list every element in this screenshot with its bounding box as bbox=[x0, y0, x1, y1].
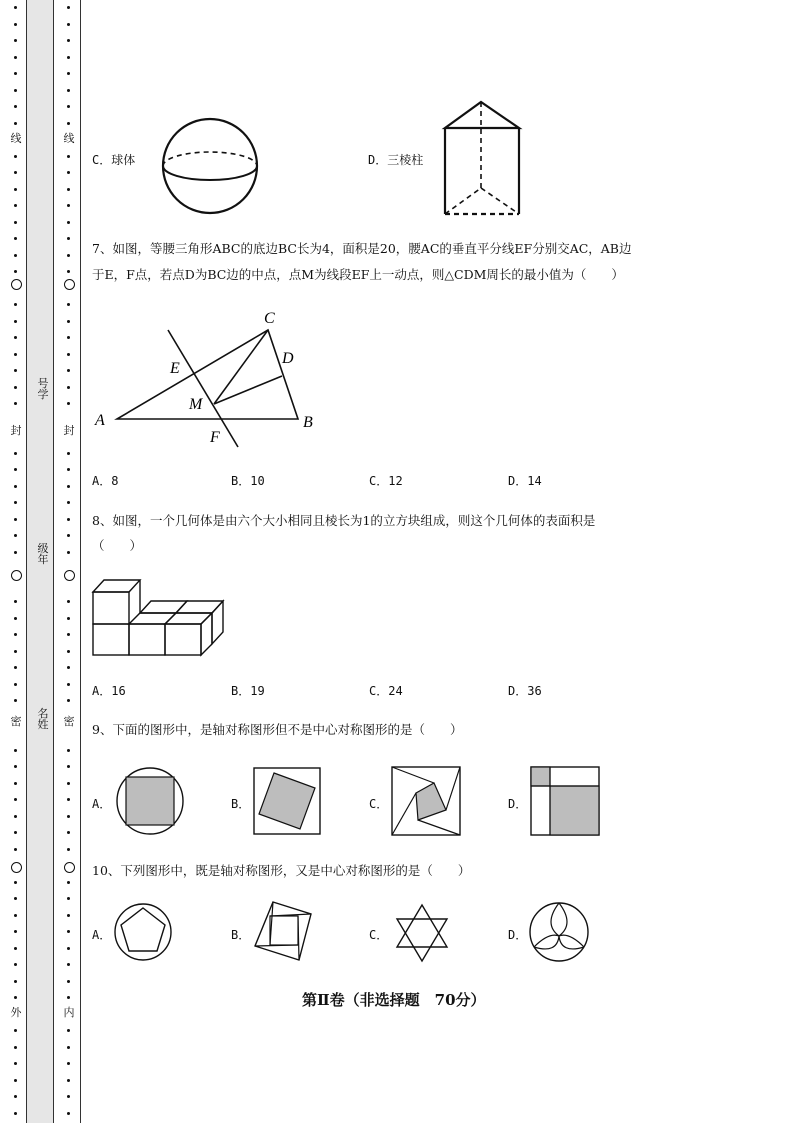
dot bbox=[14, 765, 17, 768]
dot bbox=[14, 1095, 17, 1098]
dot bbox=[67, 1046, 70, 1049]
outer-char-xian: 线 bbox=[10, 132, 22, 145]
q6-option-c: C．球体 bbox=[92, 153, 136, 167]
dot bbox=[67, 1095, 70, 1098]
dot bbox=[14, 303, 17, 306]
dot bbox=[14, 485, 17, 488]
dot bbox=[67, 6, 70, 9]
dot bbox=[67, 683, 70, 686]
q8-option-c: C．24 bbox=[369, 684, 403, 698]
dot bbox=[67, 188, 70, 191]
dot bbox=[67, 122, 70, 125]
dot bbox=[67, 650, 70, 653]
dot bbox=[67, 518, 70, 521]
dot bbox=[14, 386, 17, 389]
dot bbox=[14, 551, 17, 554]
q10-figure-c bbox=[391, 902, 453, 964]
punch-circle bbox=[64, 570, 75, 581]
inner-char-xian: 线 bbox=[63, 132, 75, 145]
dot bbox=[14, 336, 17, 339]
dot bbox=[14, 221, 17, 224]
dot bbox=[14, 815, 17, 818]
dot bbox=[14, 963, 17, 966]
margin-rule bbox=[80, 0, 81, 1123]
dot bbox=[67, 171, 70, 174]
dot bbox=[14, 122, 17, 125]
dot bbox=[14, 947, 17, 950]
dot bbox=[67, 254, 70, 257]
dot bbox=[67, 798, 70, 801]
q7-stem-line2: 于E，F点，若点D为BC边的中点，点M为线段EF上一动点，则△CDM周长的最小值为（ ） bbox=[92, 267, 624, 282]
dot bbox=[14, 980, 17, 983]
q7-stem-line1: 7、如图，等腰三角形ABC的底边BC长为4，面积是20，腰AC的垂直平分线EF分别交AC，AB边 bbox=[92, 241, 632, 256]
dot bbox=[14, 914, 17, 917]
dot bbox=[14, 72, 17, 75]
q9-option-d: D． bbox=[508, 797, 528, 811]
dot bbox=[14, 237, 17, 240]
dot bbox=[67, 237, 70, 240]
dot bbox=[67, 534, 70, 537]
dot bbox=[67, 551, 70, 554]
dot bbox=[67, 336, 70, 339]
dot bbox=[14, 848, 17, 851]
dot bbox=[14, 1079, 17, 1082]
dot bbox=[67, 270, 70, 273]
q8-option-a: A．16 bbox=[92, 684, 126, 698]
dot bbox=[14, 666, 17, 669]
dot bbox=[67, 204, 70, 207]
dot bbox=[14, 1112, 17, 1115]
dot bbox=[67, 815, 70, 818]
q6-option-d: D．三棱柱 bbox=[368, 153, 424, 167]
dot bbox=[14, 89, 17, 92]
dot bbox=[14, 650, 17, 653]
dot bbox=[14, 782, 17, 785]
outer-char-wai: 外 bbox=[10, 1006, 22, 1019]
dot bbox=[67, 633, 70, 636]
label-a: A bbox=[95, 412, 105, 429]
dot bbox=[67, 881, 70, 884]
q10-figure-d bbox=[529, 902, 591, 964]
dot bbox=[14, 270, 17, 273]
dot bbox=[14, 402, 17, 405]
inner-char-nei: 内 bbox=[63, 1006, 75, 1019]
label-f: F bbox=[210, 429, 220, 446]
field-id-label: 号学 bbox=[37, 377, 49, 401]
sphere-figure bbox=[160, 118, 260, 218]
dot bbox=[67, 468, 70, 471]
punch-circle bbox=[11, 570, 22, 581]
dot bbox=[14, 930, 17, 933]
q9-figure-d bbox=[530, 766, 602, 838]
dot bbox=[67, 303, 70, 306]
dot bbox=[14, 518, 17, 521]
q7-option-a: A．8 bbox=[92, 474, 119, 488]
dot bbox=[14, 683, 17, 686]
dot bbox=[14, 468, 17, 471]
dot bbox=[14, 23, 17, 26]
q10-figure-b bbox=[253, 900, 315, 964]
dot bbox=[14, 56, 17, 59]
dot bbox=[67, 320, 70, 323]
punch-circle bbox=[11, 279, 22, 290]
dot bbox=[67, 963, 70, 966]
dot bbox=[67, 89, 70, 92]
dot bbox=[67, 699, 70, 702]
section-title: 第Ⅱ卷（非选择题 70分） bbox=[302, 991, 486, 1009]
dot bbox=[14, 699, 17, 702]
dot bbox=[14, 254, 17, 257]
label-b: B bbox=[303, 414, 313, 431]
q10-option-b: B． bbox=[231, 928, 251, 942]
q8-option-b: B．19 bbox=[231, 684, 265, 698]
q10-option-c: C． bbox=[369, 928, 389, 942]
dot bbox=[14, 105, 17, 108]
q10-stem: 10、下列图形中，既是轴对称图形，又是中心对称图形的是（ ） bbox=[92, 863, 471, 878]
q10-figure-a bbox=[114, 903, 174, 963]
dot bbox=[67, 402, 70, 405]
dot bbox=[14, 633, 17, 636]
q8-option-d: D．36 bbox=[508, 684, 542, 698]
inner-char-feng: 封 bbox=[63, 424, 75, 437]
dot bbox=[14, 600, 17, 603]
label-m: M bbox=[189, 396, 203, 413]
field-grade-label: 级年 bbox=[37, 542, 49, 566]
dot bbox=[67, 155, 70, 158]
label-d: D bbox=[282, 350, 294, 367]
dot bbox=[67, 749, 70, 752]
q9-option-c: C． bbox=[369, 797, 389, 811]
dot bbox=[67, 1029, 70, 1032]
dot bbox=[14, 1062, 17, 1065]
dot bbox=[67, 1112, 70, 1115]
dot bbox=[67, 782, 70, 785]
q10-option-d: D． bbox=[508, 928, 528, 942]
dot bbox=[14, 369, 17, 372]
dot bbox=[67, 831, 70, 834]
field-name-label: 名姓 bbox=[37, 707, 49, 731]
dot bbox=[67, 617, 70, 620]
dot bbox=[14, 171, 17, 174]
dot bbox=[67, 600, 70, 603]
dot bbox=[67, 56, 70, 59]
q7-option-c: C．12 bbox=[369, 474, 403, 488]
dot bbox=[14, 798, 17, 801]
prism-figure bbox=[440, 100, 525, 220]
q9-option-b: B． bbox=[231, 797, 251, 811]
dot bbox=[67, 221, 70, 224]
dot bbox=[67, 39, 70, 42]
dot bbox=[14, 881, 17, 884]
dot bbox=[67, 980, 70, 983]
punch-circle bbox=[64, 862, 75, 873]
outer-char-mi: 密 bbox=[10, 715, 22, 728]
q9-option-a: A． bbox=[92, 797, 112, 811]
q7-triangle-figure bbox=[92, 305, 332, 450]
dot bbox=[67, 996, 70, 999]
q9-figure-b bbox=[253, 767, 323, 837]
q10-option-a: A． bbox=[92, 928, 112, 942]
dot bbox=[14, 188, 17, 191]
dot bbox=[67, 353, 70, 356]
q8-cubes-figure bbox=[92, 578, 232, 660]
dot bbox=[67, 386, 70, 389]
punch-circle bbox=[64, 279, 75, 290]
dot bbox=[67, 369, 70, 372]
dot bbox=[67, 1062, 70, 1065]
dot bbox=[67, 23, 70, 26]
q9-stem: 9、下面的图形中，是轴对称图形但不是中心对称图形的是（ ） bbox=[92, 722, 463, 737]
punch-circle bbox=[11, 862, 22, 873]
dot bbox=[14, 749, 17, 752]
q7-option-b: B．10 bbox=[231, 474, 265, 488]
dot bbox=[14, 320, 17, 323]
dot bbox=[14, 204, 17, 207]
dot bbox=[67, 897, 70, 900]
dot bbox=[14, 534, 17, 537]
dot bbox=[14, 155, 17, 158]
label-e: E bbox=[170, 360, 180, 377]
dot bbox=[67, 947, 70, 950]
inner-char-mi: 密 bbox=[63, 715, 75, 728]
dot bbox=[67, 452, 70, 455]
dot bbox=[14, 996, 17, 999]
outer-char-feng: 封 bbox=[10, 424, 22, 437]
dot bbox=[67, 72, 70, 75]
dot bbox=[67, 1079, 70, 1082]
dot bbox=[67, 485, 70, 488]
dot bbox=[67, 105, 70, 108]
q9-figure-c bbox=[391, 766, 463, 838]
q7-option-d: D．14 bbox=[508, 474, 542, 488]
label-c: C bbox=[264, 310, 275, 327]
dot bbox=[67, 501, 70, 504]
dot bbox=[67, 666, 70, 669]
q9-figure-a bbox=[115, 767, 185, 837]
dot bbox=[14, 831, 17, 834]
dot bbox=[14, 39, 17, 42]
dot bbox=[14, 1046, 17, 1049]
dot bbox=[14, 501, 17, 504]
dot bbox=[14, 897, 17, 900]
dot bbox=[14, 6, 17, 9]
dot bbox=[14, 452, 17, 455]
dot bbox=[67, 914, 70, 917]
dot bbox=[67, 848, 70, 851]
dot bbox=[14, 1029, 17, 1032]
dot bbox=[67, 930, 70, 933]
q8-stem-line1: 8、如图，一个几何体是由六个大小相同且棱长为1的立方块组成，则这个几何体的表面积是 bbox=[92, 513, 596, 528]
dot bbox=[14, 617, 17, 620]
dot bbox=[14, 353, 17, 356]
q8-stem-line2: （ ） bbox=[92, 538, 143, 553]
dot bbox=[67, 765, 70, 768]
